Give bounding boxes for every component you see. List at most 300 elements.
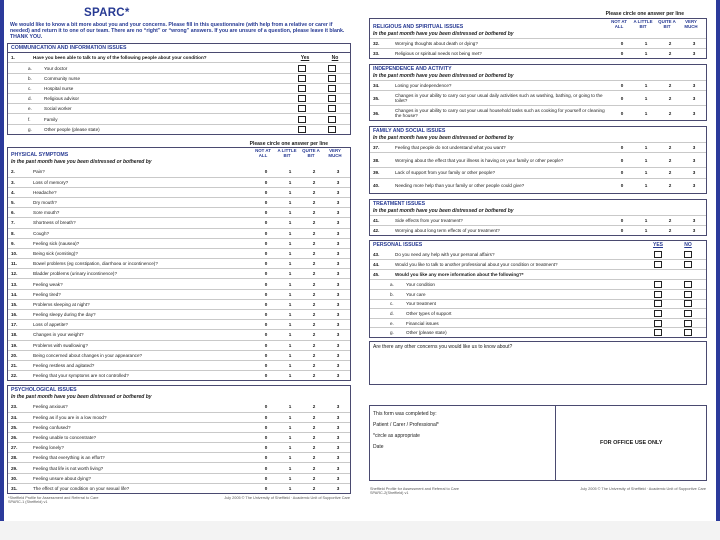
score-option[interactable]: 0: [264, 240, 268, 246]
score-option[interactable]: 3: [336, 261, 340, 267]
score-option[interactable]: 2: [668, 50, 672, 56]
score-option[interactable]: 2: [312, 200, 316, 206]
score-option[interactable]: 0: [620, 157, 624, 163]
score-option[interactable]: 1: [288, 240, 292, 246]
score-option[interactable]: 0: [620, 145, 624, 151]
score-option[interactable]: 3: [336, 403, 340, 409]
section-header: RELIGIOUS AND SPIRITUAL ISSUES: [373, 23, 464, 30]
section-subtitle: In the past month have you been distressed or bothered by: [11, 394, 152, 401]
score-option[interactable]: 0: [264, 485, 268, 491]
score-option[interactable]: 3: [336, 250, 340, 256]
score-option[interactable]: 1: [644, 227, 648, 233]
score-option[interactable]: 1: [288, 465, 292, 471]
item-text: Other (please state): [406, 330, 447, 336]
checklist-item: [8, 62, 350, 72]
score-option[interactable]: 3: [336, 352, 340, 358]
score-option[interactable]: 2: [312, 363, 316, 369]
score-option[interactable]: 0: [264, 291, 268, 297]
score-option[interactable]: 2: [668, 217, 672, 223]
checklist-item: [8, 113, 350, 123]
score-option[interactable]: 2: [312, 424, 316, 430]
score-option[interactable]: 1: [288, 179, 292, 185]
question-number: 29.: [11, 465, 18, 471]
score-option[interactable]: 3: [336, 322, 340, 328]
question-row: [8, 166, 350, 176]
score-option[interactable]: 2: [312, 322, 316, 328]
score-option[interactable]: 2: [668, 227, 672, 233]
question-number: 10.: [11, 250, 18, 256]
question-number: 24.: [11, 414, 18, 420]
question-text: Pain?: [33, 168, 45, 174]
score-option[interactable]: 2: [312, 168, 316, 174]
score-option[interactable]: 1: [644, 183, 648, 189]
question-text: Changes in your ability to carry out your usual daily activities such as washing, bathing, or going to the toilet?: [395, 92, 603, 104]
question-number: 7.: [11, 220, 15, 226]
independence-section: [369, 64, 707, 121]
score-option[interactable]: 2: [312, 475, 316, 481]
yes-checkbox[interactable]: [298, 116, 306, 123]
date-label[interactable]: Date: [373, 444, 384, 451]
question-row: [8, 278, 350, 288]
score-option[interactable]: 1: [288, 189, 292, 195]
question-text: Loss of appetite?: [33, 322, 68, 328]
score-option[interactable]: 3: [336, 475, 340, 481]
score-option[interactable]: 3: [336, 332, 340, 338]
question-number: 20.: [11, 352, 18, 358]
yes-checkbox[interactable]: [654, 291, 662, 298]
page-footer: *Sheffield Profile for Assessment and Referral to Care SPARC-1 (Sheffield) v1 July 2005 © The University of Sheffield · Academic Unit of Supportive Care: [8, 496, 350, 504]
score-option[interactable]: 1: [288, 291, 292, 297]
checklist-item: [370, 279, 706, 289]
item-letter: d.: [390, 311, 394, 317]
section-subtitle: In the past month have you been distressed or bothered by: [11, 159, 152, 166]
score-option[interactable]: 0: [264, 261, 268, 267]
psych-section: [7, 385, 351, 494]
question-text: Do you need any help with your personal affairs?: [395, 251, 495, 257]
question-row: [370, 90, 706, 105]
score-option[interactable]: 2: [312, 189, 316, 195]
no-checkbox[interactable]: [328, 75, 336, 82]
score-option[interactable]: 2: [312, 220, 316, 226]
yes-checkbox[interactable]: [654, 329, 662, 336]
treatment-section: [369, 199, 707, 236]
question-row: [8, 177, 350, 187]
score-option[interactable]: 1: [644, 157, 648, 163]
question-number: 21.: [11, 363, 18, 369]
question-row: [370, 142, 706, 152]
score-option[interactable]: 3: [336, 485, 340, 491]
score-option[interactable]: 1: [288, 475, 292, 481]
score-option[interactable]: 1: [288, 363, 292, 369]
question-text: Feeling tired?: [33, 291, 61, 297]
score-option[interactable]: 3: [336, 312, 340, 318]
score-option[interactable]: 1: [288, 271, 292, 277]
score-option[interactable]: 3: [336, 373, 340, 379]
score-option[interactable]: 0: [264, 301, 268, 307]
score-option[interactable]: 2: [668, 95, 672, 101]
score-option[interactable]: 3: [336, 168, 340, 174]
item-text: Your condition: [406, 282, 435, 288]
score-option[interactable]: 0: [620, 83, 624, 89]
score-option[interactable]: 0: [264, 179, 268, 185]
no-checkbox[interactable]: [684, 310, 692, 317]
score-option[interactable]: 3: [336, 465, 340, 471]
question-number: 45.: [373, 272, 380, 278]
question-row: [370, 38, 706, 48]
yes-checkbox[interactable]: [654, 251, 662, 258]
score-option[interactable]: 3: [692, 95, 696, 101]
yes-checkbox[interactable]: [298, 85, 306, 92]
score-option[interactable]: 1: [288, 210, 292, 216]
no-checkbox[interactable]: [328, 126, 336, 133]
checklist-item: [370, 308, 706, 318]
score-option[interactable]: 3: [336, 189, 340, 195]
score-option[interactable]: 2: [312, 271, 316, 277]
score-option[interactable]: 2: [668, 40, 672, 46]
score-option[interactable]: 2: [312, 414, 316, 420]
circle-instruction: Please circle one answer per line: [249, 140, 328, 147]
no-checkbox[interactable]: [328, 65, 336, 72]
score-option[interactable]: 0: [264, 271, 268, 277]
score-option[interactable]: 1: [288, 424, 292, 430]
question-number: 37.: [373, 145, 380, 151]
score-option[interactable]: 0: [264, 312, 268, 318]
yes-label: Yes: [300, 54, 310, 61]
score-option[interactable]: 1: [288, 250, 292, 256]
score-option[interactable]: 3: [336, 424, 340, 430]
score-option[interactable]: 2: [312, 250, 316, 256]
score-option[interactable]: 0: [264, 210, 268, 216]
completed-by-options[interactable]: Patient / Carer / Professional*: [373, 422, 439, 429]
no-checkbox[interactable]: [684, 300, 692, 307]
score-option[interactable]: 0: [264, 414, 268, 420]
score-option[interactable]: 0: [264, 220, 268, 226]
score-option[interactable]: 3: [692, 227, 696, 233]
score-option[interactable]: 2: [312, 230, 316, 236]
question-row: [370, 178, 706, 193]
score-option[interactable]: 2: [668, 110, 672, 116]
score-option[interactable]: 2: [312, 403, 316, 409]
score-option[interactable]: 1: [288, 445, 292, 451]
no-label: NO: [684, 241, 692, 248]
section-header: PERSONAL ISSUES: [373, 241, 423, 248]
score-option[interactable]: 1: [644, 83, 648, 89]
score-option[interactable]: 2: [312, 301, 316, 307]
score-option[interactable]: 0: [264, 373, 268, 379]
score-option[interactable]: 0: [264, 363, 268, 369]
score-option[interactable]: 3: [336, 445, 340, 451]
no-checkbox[interactable]: [328, 95, 336, 102]
score-option[interactable]: 1: [288, 342, 292, 348]
no-checkbox[interactable]: [684, 291, 692, 298]
score-option[interactable]: 2: [312, 352, 316, 358]
question-text: Shortness of breath?: [33, 220, 76, 226]
score-option[interactable]: 3: [336, 434, 340, 440]
score-option[interactable]: 0: [264, 465, 268, 471]
score-option[interactable]: 0: [620, 50, 624, 56]
score-option[interactable]: 1: [288, 434, 292, 440]
score-option[interactable]: 0: [620, 170, 624, 176]
score-option[interactable]: 0: [264, 281, 268, 287]
score-option[interactable]: 3: [336, 281, 340, 287]
question-text: Feeling restless and agitated?: [33, 363, 95, 369]
question-row: [370, 167, 706, 177]
question-row: [370, 249, 706, 259]
checklist-item: [8, 124, 350, 134]
question-number: 25.: [11, 424, 18, 430]
score-option[interactable]: 3: [692, 40, 696, 46]
score-option[interactable]: 3: [692, 170, 696, 176]
score-option[interactable]: 3: [336, 414, 340, 420]
no-checkbox[interactable]: [684, 329, 692, 336]
concerns-label: Are there any other concerns you would like us to know about?: [373, 344, 513, 351]
score-option[interactable]: 1: [644, 145, 648, 151]
score-option[interactable]: 0: [264, 168, 268, 174]
score-option[interactable]: 1: [288, 168, 292, 174]
score-option[interactable]: 3: [692, 217, 696, 223]
yes-checkbox[interactable]: [298, 75, 306, 82]
score-option[interactable]: 2: [668, 170, 672, 176]
physical-section: [7, 147, 351, 382]
score-option[interactable]: 1: [288, 261, 292, 267]
score-option[interactable]: 0: [620, 217, 624, 223]
question-text: Needing more help than your family or other people could give?: [395, 182, 525, 188]
question-row: [8, 197, 350, 207]
yes-checkbox[interactable]: [654, 320, 662, 327]
score-option[interactable]: 0: [264, 352, 268, 358]
scale-header: NOT AT ALL A LITTLE BIT QUITE A BIT VERY MUCH: [611, 19, 698, 29]
question-text: Headache?: [33, 189, 57, 195]
score-option[interactable]: 0: [264, 250, 268, 256]
score-option[interactable]: 0: [264, 189, 268, 195]
no-checkbox[interactable]: [328, 105, 336, 112]
yes-checkbox[interactable]: [654, 261, 662, 268]
score-option[interactable]: 2: [312, 179, 316, 185]
score-option[interactable]: 1: [644, 40, 648, 46]
question-number: 26.: [11, 434, 18, 440]
score-option[interactable]: 1: [644, 110, 648, 116]
no-checkbox[interactable]: [684, 251, 692, 258]
score-option[interactable]: 2: [668, 83, 672, 89]
question-number: 11.: [11, 261, 18, 267]
question-number: 38.: [373, 157, 380, 163]
score-option[interactable]: 0: [264, 403, 268, 409]
score-option[interactable]: 2: [668, 183, 672, 189]
score-option[interactable]: 1: [288, 312, 292, 318]
score-option[interactable]: 1: [288, 403, 292, 409]
score-option[interactable]: 3: [692, 157, 696, 163]
item-letter: e.: [390, 320, 394, 326]
score-option[interactable]: 2: [312, 373, 316, 379]
score-option[interactable]: 3: [336, 220, 340, 226]
score-option[interactable]: 3: [336, 363, 340, 369]
question-text: Feeling that everything is an effort?: [33, 455, 105, 461]
score-option[interactable]: 0: [264, 332, 268, 338]
score-option[interactable]: 3: [336, 455, 340, 461]
score-option[interactable]: 0: [620, 110, 624, 116]
score-option[interactable]: 0: [264, 434, 268, 440]
checklist-item: [370, 289, 706, 299]
score-option[interactable]: 2: [312, 281, 316, 287]
score-option[interactable]: 1: [644, 170, 648, 176]
no-checkbox[interactable]: [684, 281, 692, 288]
item-text: Your treatment: [406, 301, 436, 307]
score-option[interactable]: 2: [312, 465, 316, 471]
question-number: 32.: [373, 40, 380, 46]
item-text: Family: [44, 116, 58, 122]
score-option[interactable]: 0: [620, 183, 624, 189]
question-number: 6.: [11, 210, 15, 216]
office-use-label: FOR OFFICE USE ONLY: [600, 440, 663, 447]
score-option[interactable]: 0: [620, 95, 624, 101]
question-text: Feeling that people do not understand what you want?: [395, 145, 506, 151]
score-option[interactable]: 0: [264, 230, 268, 236]
question-row: [8, 370, 350, 380]
question-row: [8, 350, 350, 360]
yes-checkbox[interactable]: [654, 310, 662, 317]
question-row: [8, 228, 350, 238]
score-option[interactable]: 0: [264, 322, 268, 328]
score-option[interactable]: 3: [336, 179, 340, 185]
score-option[interactable]: 0: [264, 445, 268, 451]
score-option[interactable]: 1: [644, 50, 648, 56]
question-row: [8, 452, 350, 462]
question-row: [8, 329, 350, 339]
score-option[interactable]: 2: [312, 291, 316, 297]
question-number: 18.: [11, 332, 18, 338]
score-option[interactable]: 1: [288, 200, 292, 206]
question-number: 40.: [373, 183, 380, 189]
question-number: 9.: [11, 240, 15, 246]
yes-checkbox[interactable]: [654, 300, 662, 307]
score-option[interactable]: 1: [288, 373, 292, 379]
score-option[interactable]: 1: [644, 217, 648, 223]
score-option[interactable]: 1: [288, 301, 292, 307]
score-option[interactable]: 1: [288, 455, 292, 461]
score-option[interactable]: 2: [312, 445, 316, 451]
score-option[interactable]: 2: [312, 332, 316, 338]
score-option[interactable]: 1: [288, 485, 292, 491]
score-option[interactable]: 3: [336, 271, 340, 277]
score-option[interactable]: 3: [692, 83, 696, 89]
question-number: 31.: [11, 485, 18, 491]
score-option[interactable]: 3: [336, 200, 340, 206]
score-option[interactable]: 2: [312, 261, 316, 267]
question-text: Worrying about long term effects of your treatment?: [395, 227, 500, 233]
intro-text: We would like to know a bit more about you and your concerns. Please fill in this questionnaire (with help from a relative or carer if needed) and return it to one of our team. There are no “right” or “wrong” answers. If you are unsure of a question, please leave it blank. THANK YOU.: [10, 22, 345, 41]
score-option[interactable]: 3: [692, 110, 696, 116]
score-option[interactable]: 2: [312, 240, 316, 246]
question-text: Bowel problems (eg constipation, diarrhoea or incontinence)?: [33, 261, 158, 267]
other-concerns-box[interactable]: [369, 341, 707, 385]
question-text: Side effects from your treatment?: [395, 217, 463, 223]
no-checkbox[interactable]: [684, 261, 692, 268]
question-row: [8, 442, 350, 452]
score-option[interactable]: 2: [312, 434, 316, 440]
question-text: Bladder problems (urinary incontinence)?: [33, 271, 118, 277]
score-option[interactable]: 3: [336, 210, 340, 216]
question-text: Problems with swallowing?: [33, 342, 88, 348]
score-option[interactable]: 1: [288, 352, 292, 358]
section-header: COMMUNICATION AND INFORMATION ISSUES: [11, 45, 127, 52]
question-row: [8, 422, 350, 432]
question-text: Being concerned about changes in your appearance?: [33, 352, 143, 358]
score-option[interactable]: 1: [288, 332, 292, 338]
score-option[interactable]: 1: [288, 414, 292, 420]
question-text: Feeling anxious?: [33, 403, 68, 409]
score-option[interactable]: 0: [264, 475, 268, 481]
score-option[interactable]: 2: [312, 455, 316, 461]
question-row: [8, 412, 350, 422]
yes-checkbox[interactable]: [298, 126, 306, 133]
yes-checkbox[interactable]: [298, 105, 306, 112]
questionnaire-page-2: [366, 2, 710, 518]
score-option[interactable]: 0: [620, 227, 624, 233]
section-header: FAMILY AND SOCIAL ISSUES: [373, 128, 446, 135]
score-option[interactable]: 0: [264, 455, 268, 461]
score-option[interactable]: 3: [692, 145, 696, 151]
question-row: [8, 309, 350, 319]
score-option[interactable]: 1: [288, 322, 292, 328]
score-option[interactable]: 2: [312, 485, 316, 491]
score-option[interactable]: 0: [264, 424, 268, 430]
section-subtitle: In the past month have you been distressed or bothered by: [373, 207, 514, 214]
score-option[interactable]: 0: [620, 40, 624, 46]
right-page-edge: [716, 0, 720, 540]
yes-checkbox[interactable]: [298, 65, 306, 72]
score-option[interactable]: 2: [312, 312, 316, 318]
score-option[interactable]: 1: [644, 95, 648, 101]
form-title: SPARC*: [84, 7, 130, 19]
item-text: Hospital nurse: [44, 85, 74, 91]
score-option[interactable]: 3: [336, 301, 340, 307]
score-option[interactable]: 1: [288, 281, 292, 287]
yes-checkbox[interactable]: [654, 281, 662, 288]
communication-section: [7, 43, 351, 135]
questionnaire-page-1: [4, 2, 354, 518]
no-checkbox[interactable]: [684, 320, 692, 327]
question-number: 42.: [373, 227, 380, 233]
question-row: [8, 207, 350, 217]
score-option[interactable]: 2: [668, 157, 672, 163]
item-letter: a.: [390, 282, 394, 288]
score-option[interactable]: 3: [692, 183, 696, 189]
score-option[interactable]: 2: [312, 342, 316, 348]
question-row: [8, 217, 350, 227]
yes-checkbox[interactable]: [298, 95, 306, 102]
score-option[interactable]: 3: [692, 50, 696, 56]
question-number: 14.: [11, 291, 18, 297]
score-option[interactable]: 3: [336, 240, 340, 246]
score-option[interactable]: 2: [312, 210, 316, 216]
religious-section: [369, 18, 707, 59]
question-number: 13.: [11, 281, 18, 287]
question-row: [8, 248, 350, 258]
no-checkbox[interactable]: [328, 116, 336, 123]
score-option[interactable]: 3: [336, 230, 340, 236]
checklist-item: [370, 318, 706, 328]
question-row: [8, 462, 350, 472]
score-option[interactable]: 1: [288, 220, 292, 226]
no-checkbox[interactable]: [328, 85, 336, 92]
question-row: [370, 269, 706, 279]
score-option[interactable]: 0: [264, 200, 268, 206]
score-option[interactable]: 0: [264, 342, 268, 348]
score-option[interactable]: 1: [288, 230, 292, 236]
score-option[interactable]: 3: [336, 291, 340, 297]
score-option[interactable]: 3: [336, 342, 340, 348]
score-option[interactable]: 2: [668, 145, 672, 151]
